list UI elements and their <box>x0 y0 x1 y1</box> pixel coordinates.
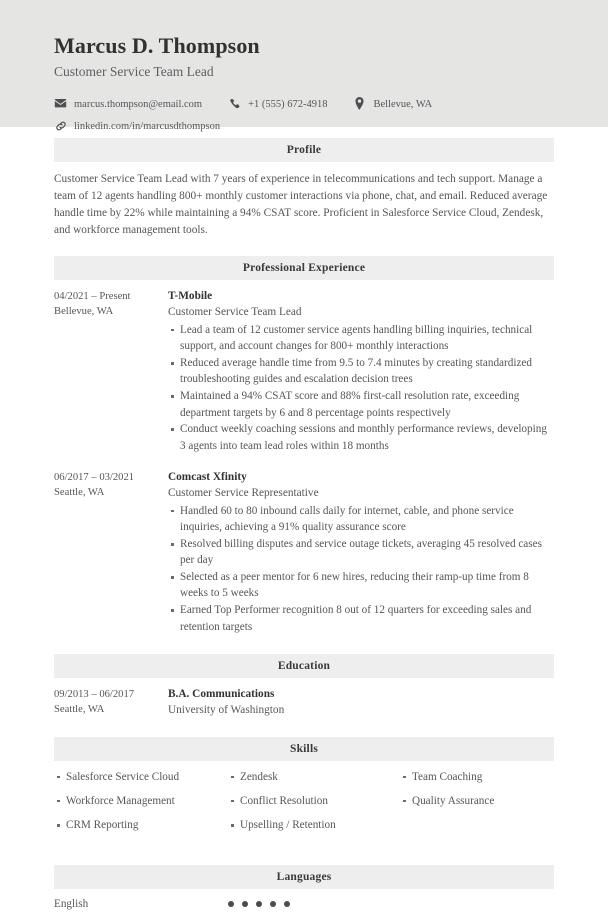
list-item: Team Coaching <box>400 770 554 785</box>
section-heading-profile: Profile <box>54 138 554 162</box>
experience-organization: Comcast Xfinity <box>168 470 247 483</box>
list-item: Resolved billing disputes and service outage tickets, averaging 45 resolved cases per day <box>168 536 554 569</box>
experience-dates: 06/2017 – 03/2021 <box>54 472 135 484</box>
experience-bullet-list <box>168 322 554 454</box>
section-heading-experience: Professional Experience <box>54 256 554 280</box>
contact-linkedin-text: linkedin.com/in/marcusdthompson <box>74 120 221 132</box>
section-experience <box>54 256 554 640</box>
education-meta <box>54 687 168 718</box>
experience-entry <box>54 289 554 459</box>
contact-row-primary <box>54 97 554 110</box>
list-item: Earned Top Performer recognition 8 out of 12 quarters for exceeding sales and retention targets <box>168 602 554 635</box>
education-entry <box>54 687 554 723</box>
skills-grid <box>54 770 554 854</box>
skills-column <box>400 770 554 842</box>
section-languages <box>54 865 554 918</box>
list-item: CRM Reporting <box>54 818 228 833</box>
list-item: Salesforce Service Cloud <box>54 770 228 785</box>
experience-location: Bellevue, WA <box>54 306 114 318</box>
resume-body <box>0 127 608 918</box>
experience-detail <box>168 289 554 455</box>
contact-linkedin[interactable] <box>54 119 220 132</box>
skills-column <box>54 770 228 842</box>
list-item: Selected as a peer mentor for 6 new hires, reducing their ramp-up time from 8 weeks to 5 weeks <box>168 569 554 602</box>
resume-header <box>0 0 608 132</box>
contact-location-text: Bellevue, WA <box>373 98 433 110</box>
contact-location <box>353 97 432 110</box>
list-item: Conduct weekly coaching sessions and monthly performance reviews, developing 3 agents into team lead roles within 18 months <box>168 421 554 454</box>
experience-role: Customer Service Team Lead <box>168 306 302 319</box>
profile-summary-text: Customer Service Team Lead with 7 years of experience in telecommunications and tech support. Manage a team of 12 agents handling 800+ monthly customer interactions via phone, chat, and email. Reduced average handle time by 22% while maintaining a 94% CSAT score. Proficient in Salesforce Service Cloud, Zendesk, and workforce management tools. <box>54 173 548 237</box>
header-job-title: Customer Service Team Lead <box>54 64 214 80</box>
list-item: Zendesk <box>228 770 400 785</box>
envelope-icon <box>54 97 67 110</box>
education-detail <box>168 687 554 719</box>
page-title: Marcus D. Thompson <box>54 33 260 58</box>
proficiency-dot <box>270 901 276 907</box>
proficiency-dot <box>242 901 248 907</box>
language-row <box>54 898 554 918</box>
section-profile <box>54 138 554 256</box>
contact-email-text: marcus.thompson@email.com <box>74 98 203 110</box>
experience-role: Customer Service Representative <box>168 487 319 500</box>
list-item: Maintained a 94% CSAT score and 88% first-call resolution rate, exceeding department targets by 6 and 8 percentage points respectively <box>168 388 554 421</box>
list-item: Handled 60 to 80 inbound calls daily for internet, cable, and phone service inquiries, achieving a 91% quality assurance score <box>168 503 554 536</box>
list-item: Lead a team of 12 customer service agents handling billing inquiries, technical support, and account changes for 800+ monthly interactions <box>168 322 554 355</box>
education-location: Seattle, WA <box>54 704 105 716</box>
contact-phone-text: +1 (555) 672-4918 <box>248 98 328 110</box>
section-education <box>54 654 554 723</box>
section-heading-skills: Skills <box>54 737 554 761</box>
list-item: Reduced average handle time from 9.5 to 7.4 minutes by creating standardized troubleshooting guides and escalation decision trees <box>168 355 554 388</box>
list-item: Workforce Management <box>54 794 228 809</box>
map-pin-icon <box>353 97 366 110</box>
experience-location: Seattle, WA <box>54 487 105 499</box>
experience-entry <box>54 470 554 640</box>
proficiency-dot <box>228 901 234 907</box>
section-heading-education: Education <box>54 654 554 678</box>
experience-organization: T-Mobile <box>168 289 213 302</box>
section-heading-languages: Languages <box>54 865 554 889</box>
link-icon <box>54 119 67 132</box>
language-name: English <box>54 898 89 911</box>
contact-phone[interactable] <box>228 97 327 110</box>
experience-meta <box>54 289 168 320</box>
language-proficiency-dots <box>228 901 298 907</box>
list-item: Upselling / Retention <box>228 818 400 833</box>
experience-detail <box>168 470 554 636</box>
experience-bullet-list <box>168 503 554 635</box>
education-degree: B.A. Communications <box>168 687 275 700</box>
contact-email[interactable] <box>54 97 202 110</box>
education-dates: 09/2013 – 06/2017 <box>54 689 135 700</box>
section-skills <box>54 737 554 854</box>
experience-meta <box>54 470 168 501</box>
proficiency-dot <box>284 901 290 907</box>
skills-column <box>228 770 400 842</box>
list-item: Conflict Resolution <box>228 794 400 809</box>
phone-icon <box>228 97 241 110</box>
proficiency-dot <box>256 901 262 907</box>
education-institution: University of Washington <box>168 704 285 717</box>
experience-dates: 04/2021 – Present <box>54 291 131 303</box>
list-item: Quality Assurance <box>400 794 554 809</box>
